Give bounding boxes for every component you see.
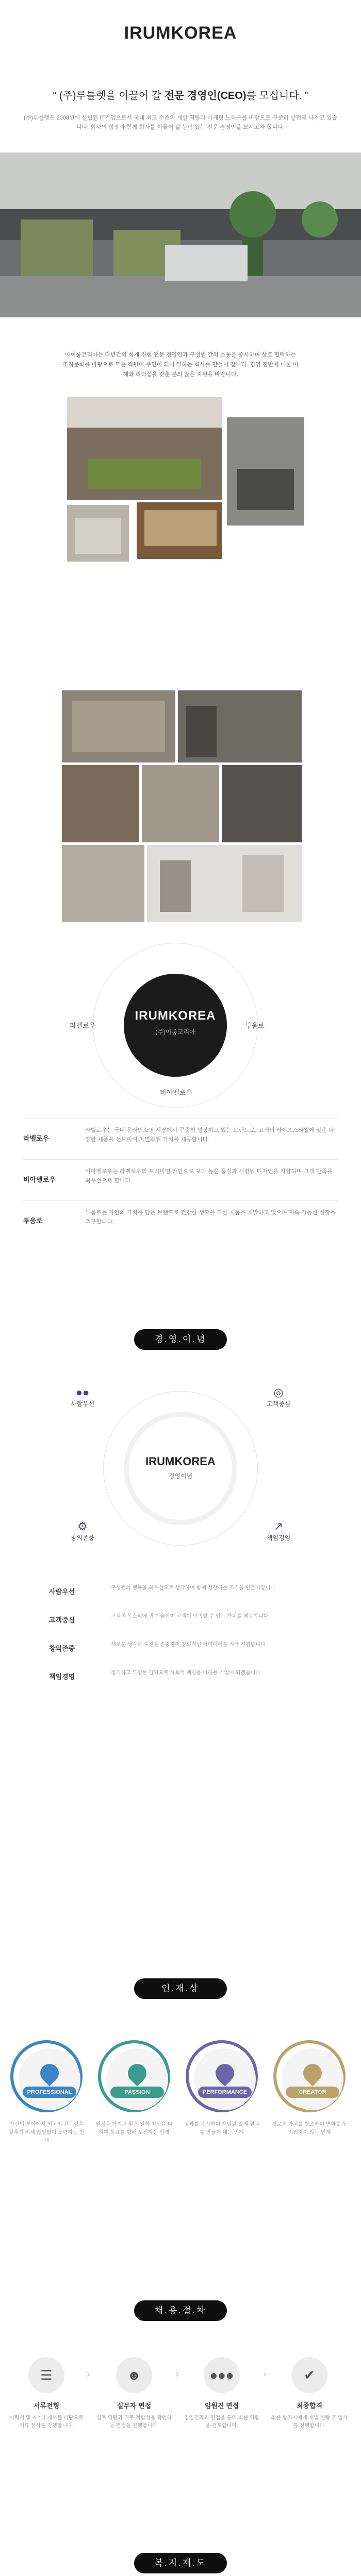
mgmt-value [62, 1520, 103, 1542]
mgmt-row-key: 고객중심 [49, 1616, 75, 1624]
chevron-right-icon: › [263, 2368, 267, 2380]
talent-banner-wrap [0, 1978, 361, 1999]
mgmt-value-label: 사람우선 [70, 1400, 95, 1408]
hiring-step [183, 2357, 260, 2430]
mgmt-row [49, 1584, 317, 1596]
brand-photo-collage [0, 690, 361, 927]
hiring-section-banner: 채.용.절.차 [134, 2300, 227, 2321]
talent-circle [186, 2040, 258, 2112]
brand-right-label: 투움로 [245, 1022, 265, 1029]
mgmt-value [258, 1520, 299, 1542]
handshake-icon: ✔ [291, 2357, 327, 2393]
mgmt-value-label: 고객중심 [266, 1400, 291, 1408]
intro-description: (주)루틀렛은 2008년에 설립된 IT기업으로서 국내 최고 수준의 개발 역량과 마케팅 노하우를 바탕으로 꾸준히 발전해 나가고 있습니다. 회사의 성장과 함께 회사를 이끌어 갈 능력 있는 전문 경영인을 모시고자 합니다. [23, 115, 338, 130]
brand-bottom-label: 비아벨로우 [160, 1089, 192, 1096]
hiring-step-desc: 경영진과의 면접을 통해 최종 역량을 검토합니다. [184, 2415, 260, 2429]
talent-tag: PASSION [110, 2087, 164, 2098]
people-icon: ●● [75, 1386, 90, 1399]
about-section [0, 319, 361, 680]
brand-left-label: 라벨로우 [70, 1022, 96, 1029]
talent-section-banner: 인.재.상 [134, 1978, 227, 1999]
hiring-step-desc: 최종 합격자에게 개별 연락 후 입사를 진행합니다. [271, 2415, 348, 2429]
chart-icon: ↗ [273, 1520, 284, 1533]
mgmt-row-desc: 새로운 생각과 도전을 존중하며 창의적인 아이디어를 적극 지원합니다. [111, 1642, 267, 1648]
hiring-banner-wrap [0, 2300, 361, 2321]
hiring-step-title: 서류전형 [33, 2402, 60, 2410]
brand-row-name: 투움로 [23, 1217, 43, 1225]
brand-section [0, 680, 361, 1340]
group-icon: ●●● [204, 2357, 240, 2393]
talent-desc: 열정을 가지고 맡은 일에 최선을 다하며 목표를 향해 도전하는 인재 [95, 2122, 173, 2136]
talent-circle [273, 2040, 346, 2112]
hiring-step [95, 2357, 173, 2430]
intro-prefix: “ (주)루틀렛을 이끌어 갈 [53, 90, 165, 101]
brand-row [23, 1200, 338, 1236]
mgmt-row-key: 창의존중 [49, 1645, 75, 1652]
office-photo [0, 152, 361, 317]
intro-suffix: 를 모십니다. ” [246, 90, 308, 101]
hiring-step [271, 2357, 348, 2430]
intro-title [0, 87, 361, 102]
brand-row-desc: 라벨로우는 국내 온라인쇼핑 시장에서 꾸준히 성장하고 있는 브랜드로, 고객의 라이프스타일에 맞춘 다양한 제품을 선보이며 차별화된 가치를 제공합니다. [85, 1127, 334, 1143]
hiring-step-desc: 이력서 및 자기소개서를 바탕으로 서류 심사를 진행합니다. [9, 2415, 84, 2429]
mgmt-row-desc: 구성원의 행복을 최우선으로 생각하며 함께 성장하는 조직을 만들어갑니다. [111, 1585, 277, 1591]
person-icon: ☻ [116, 2357, 152, 2393]
talent-circle [98, 2040, 170, 2112]
mgmt-center-circle [129, 1417, 232, 1520]
mgmt-row [49, 1641, 317, 1652]
hiring-step-title: 최종합격 [296, 2402, 323, 2410]
talent-card [183, 2040, 260, 2137]
mgmt-row-key: 사람우선 [49, 1588, 75, 1596]
hiring-step-desc: 실무 역량과 직무 적합성을 확인하는 면접을 진행합니다. [96, 2415, 172, 2429]
brand-row [23, 1159, 338, 1195]
chevron-right-icon: › [175, 2368, 179, 2380]
welfare-banner-wrap [0, 2553, 361, 2573]
talent-circle [10, 2040, 83, 2112]
talent-desc: 성과를 중시하며 책임감 있게 결과를 만들어 내는 인재 [184, 2122, 260, 2136]
mgmt-value-label: 창의존중 [70, 1534, 95, 1541]
mgmt-value [258, 1386, 299, 1408]
mgmt-banner-wrap [0, 1329, 361, 1350]
brand-row-desc: 투움로는 자연의 가치를 담은 브랜드로 건강한 생활을 위한 제품을 개발하고 있으며 지속 가능한 성장을 추구합니다. [85, 1210, 336, 1225]
mgmt-center-title: IRUMKOREA [145, 1455, 216, 1468]
about-text: 아이룸코리아는 다년간의 회계 경험 전문 경영인과 구성원 간의 소통을 중시하며 상호 협력하는 조직문화를 바탕으로 모든 직원이 주인이 되어 일하는 회사를 만들어 갑니다. 경영 전반에 대한 이해와 리더십을 갖춘 분의 많은 지원을 바랍니다. [62, 352, 299, 378]
talent-desc: 새로운 가치를 창조하며 변화를 두려워하지 않는 인재 [271, 2122, 348, 2136]
company-logo: IRUMKOREA [124, 23, 237, 43]
intro-bold: 전문 경영인(CEO) [164, 90, 247, 101]
mgmt-row-desc: 정직하고 투명한 경영으로 사회적 책임을 다하는 기업이 되겠습니다. [111, 1670, 262, 1676]
talent-card [95, 2040, 173, 2137]
mgmt-row-desc: 고객의 목소리에 귀 기울이며 고객이 만족할 수 있는 가치를 제공합니다. [111, 1614, 270, 1619]
talent-card [271, 2040, 348, 2137]
mgmt-row [49, 1669, 317, 1681]
document-icon: ☰ [28, 2357, 64, 2393]
talent-tag: PERFORMANCE [198, 2087, 252, 2098]
interior-photo-collage [0, 397, 361, 675]
brand-row-name: 라벨로우 [23, 1134, 50, 1142]
brand-center-circle [124, 974, 227, 1077]
mgmt-value-label: 책임경영 [266, 1534, 291, 1541]
header [0, 0, 361, 319]
mgmt-section-banner: 경.영.이.념 [134, 1329, 227, 1350]
brand-row-name: 비아벨로우 [23, 1176, 56, 1183]
hiring-step-title: 실무자 면접 [117, 2402, 152, 2410]
hiring-step-title: 임원진 면접 [204, 2402, 239, 2410]
brand-row-desc: 비아벨로우는 라벨로우의 프리미엄 라인으로 보다 높은 품질과 세련된 디자인을 지향하며 고객 만족을 최우선으로 합니다. [85, 1168, 333, 1184]
hiring-step [8, 2357, 85, 2430]
talent-card [8, 2040, 85, 2145]
mgmt-value [62, 1386, 103, 1408]
chevron-right-icon: › [87, 2368, 90, 2380]
mgmt-row-key: 책임경영 [49, 1673, 75, 1681]
welfare-section-banner: 복.지.제.도 [134, 2553, 227, 2573]
talent-desc: 자신의 분야에서 최고의 전문성을 갖추기 위해 끊임없이 노력하는 인재 [8, 2122, 85, 2144]
brand-circle-title: IRUMKOREA [135, 1009, 216, 1023]
target-icon: ◎ [273, 1386, 284, 1399]
office-photo-image [0, 152, 361, 317]
mgmt-row [49, 1613, 317, 1624]
talent-tag: PROFESSIONAL [23, 2087, 76, 2098]
brand-circle-subtitle: (주)이룸코리아 [155, 1028, 195, 1036]
brand-row [23, 1118, 338, 1154]
talent-tag: CREATOR [286, 2087, 339, 2098]
mgmt-center-subtitle: 경영이념 [168, 1472, 193, 1480]
gear-icon: ⚙ [77, 1520, 88, 1533]
